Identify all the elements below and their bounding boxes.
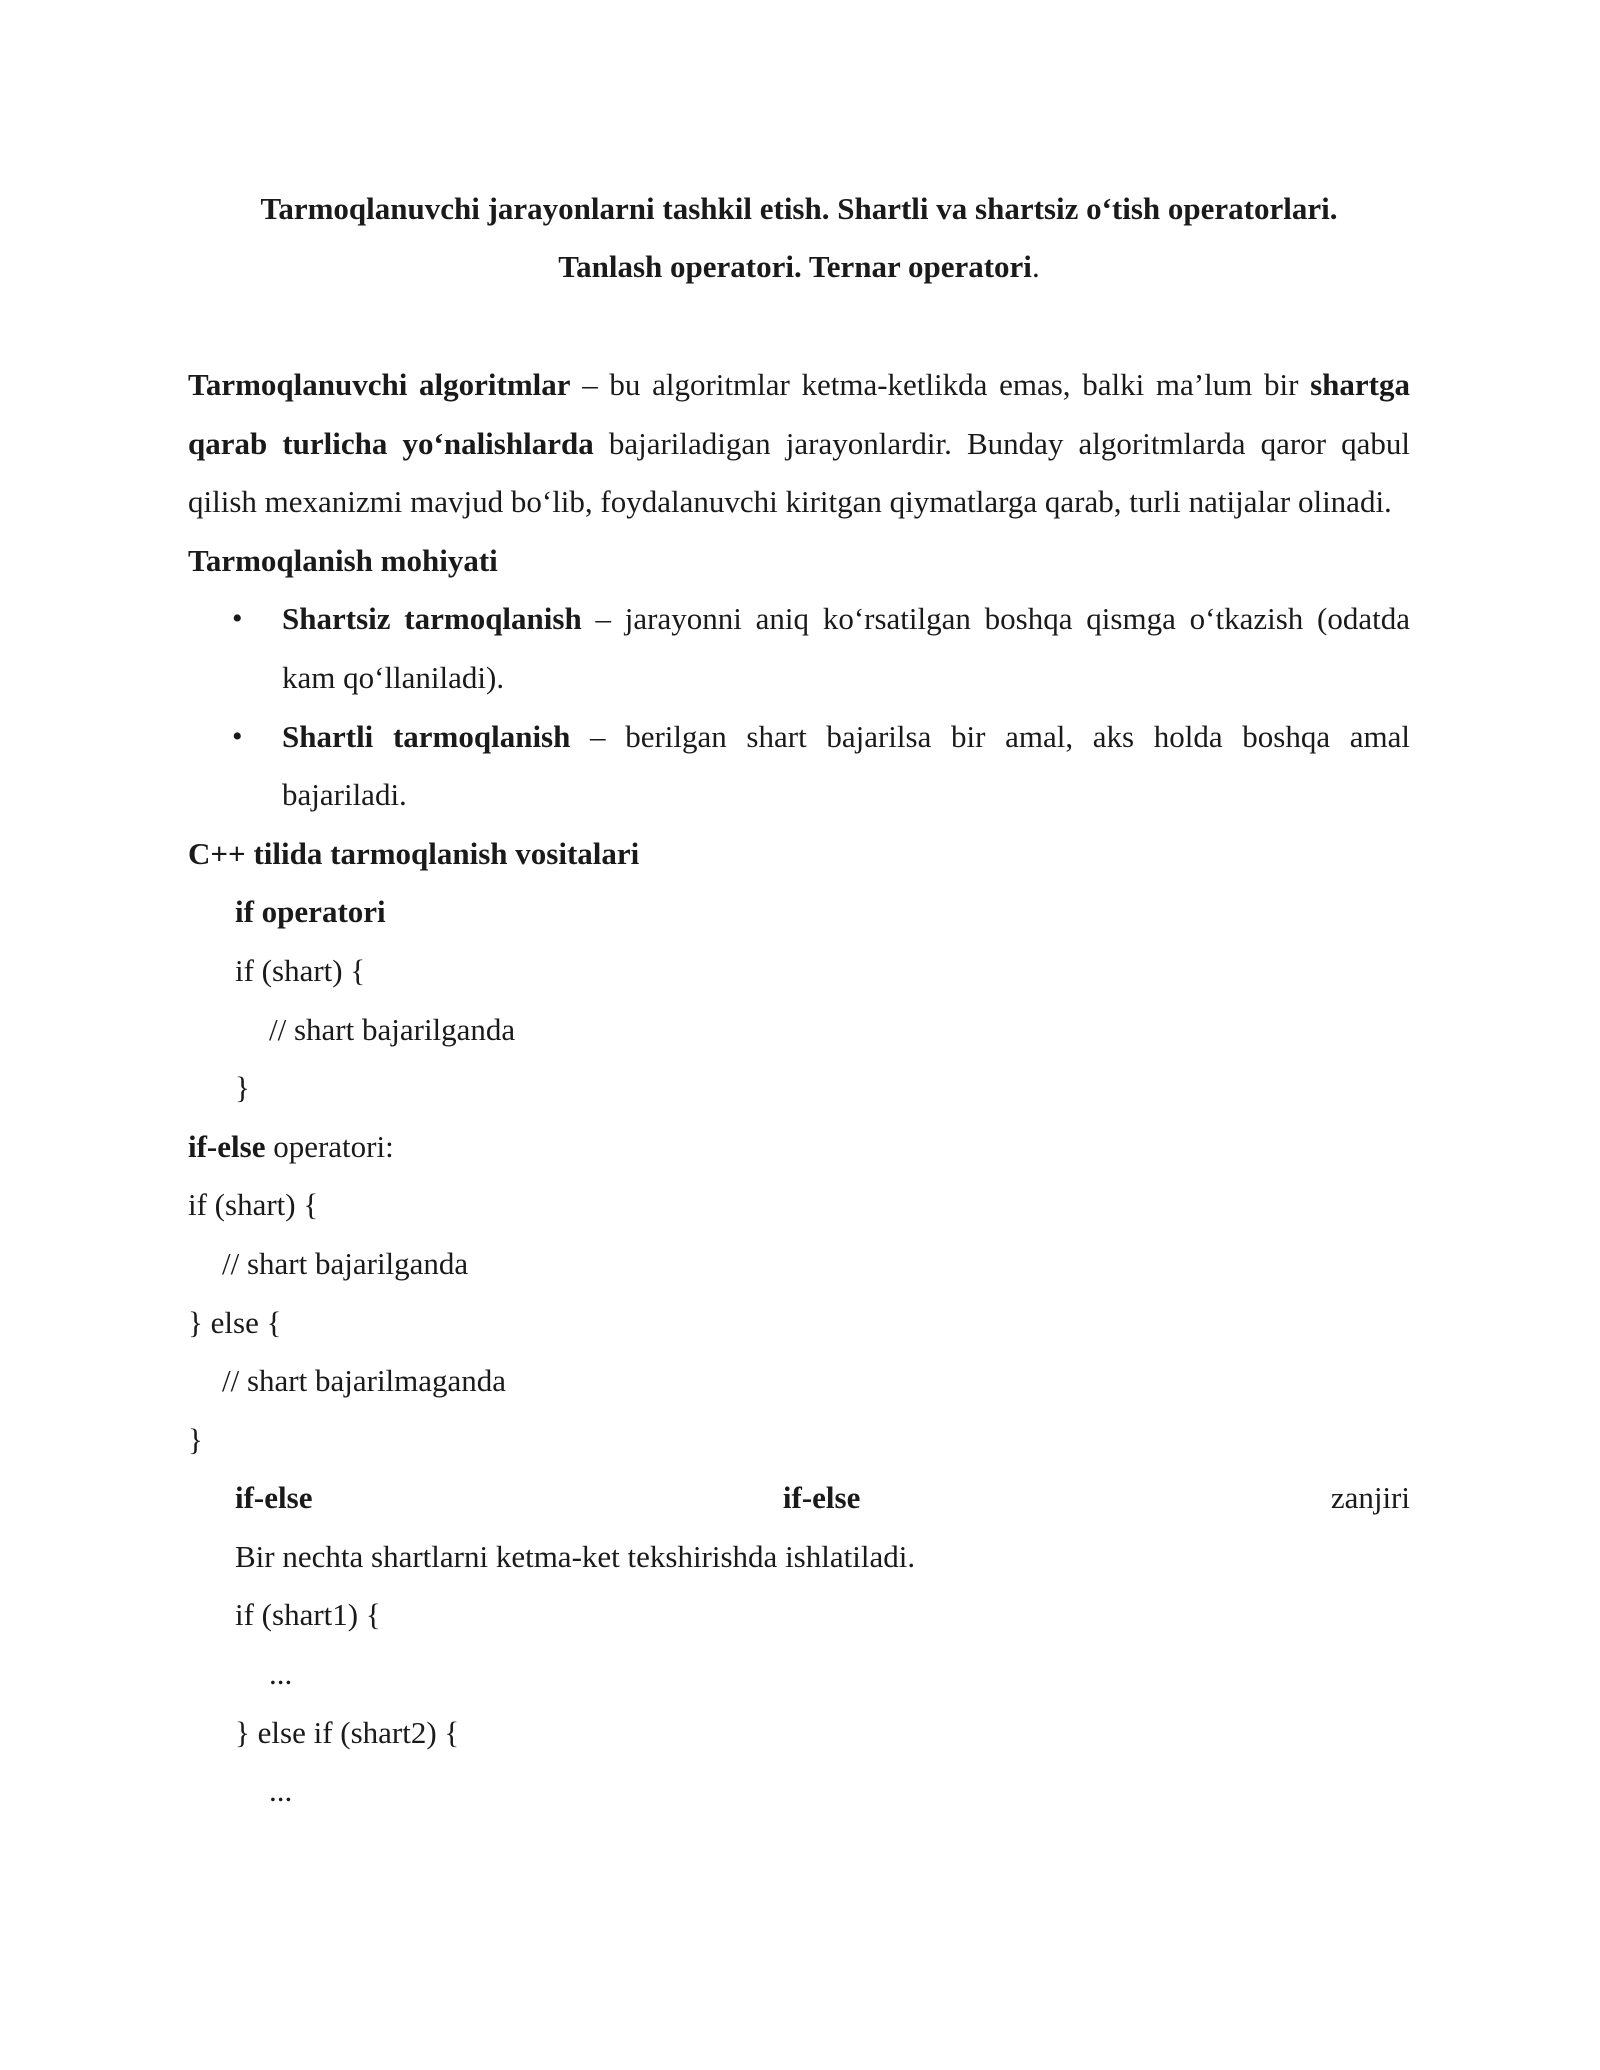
- code-line: } else if (shart2) {: [235, 1714, 460, 1750]
- tools-heading: C++ tilida tarmoqlanish vositalari: [188, 835, 640, 871]
- essence-heading: Tarmoqlanish mohiyati: [188, 542, 498, 578]
- document-page: [188, 180, 1410, 1821]
- chain-word-1: if-else: [235, 1480, 313, 1516]
- document-title: [188, 180, 1410, 296]
- list-item-text: – berilgan shart bajarilsa bir amal, aks holda boshqa amal bajariladi.: [282, 718, 1410, 813]
- code-line: }: [235, 1070, 250, 1106]
- title-line-2: [188, 238, 1410, 296]
- list-item-term: Shartsiz tarmoqlanish: [282, 601, 582, 637]
- code-line: if (shart1) {: [235, 1597, 381, 1633]
- intro-text-1: – bu algoritmlar ketma-ketlikda emas, balki ma’lum bir: [570, 367, 1311, 402]
- code-line: if (shart) {: [235, 952, 366, 988]
- chain-heading: [188, 1469, 1410, 1528]
- chain-description: Bir nechta shartlarni ketma-ket tekshirishda ishlatiladi.: [235, 1538, 916, 1574]
- spacer: [188, 296, 1410, 356]
- code-line: ...: [269, 1656, 293, 1692]
- intro-term-2: shartga qarab turlicha yo‘nalishlarda: [188, 367, 1410, 461]
- chain-word-3: zanjiri: [1330, 1480, 1410, 1516]
- ifelse-heading: [188, 1118, 1410, 1177]
- bullet-icon: •: [232, 602, 243, 636]
- ifelse-rest: operatori:: [265, 1128, 394, 1164]
- list-item-text: – jarayonni aniq ko‘rsatilgan boshqa qismga o‘tkazish (odatda kam qo‘llaniladi).: [282, 601, 1411, 695]
- title-line-2-period: .: [1031, 249, 1040, 284]
- list-item-term: Shartli tarmoqlanish: [282, 718, 571, 754]
- title-line-2-text: Tanlash operatori. Ternar operatori: [558, 249, 1032, 284]
- list-item: [188, 708, 1410, 825]
- chain-word-2: if-else: [782, 1480, 861, 1516]
- title-line-1: Tarmoqlanuvchi jarayonlarni tashkil etish. Shartli va shartsiz o‘tish operatorlari.: [260, 191, 1338, 226]
- bullet-icon: •: [232, 719, 243, 753]
- code-line: ...: [269, 1773, 293, 1809]
- ifelse-term: if-else: [188, 1128, 266, 1164]
- essence-list: [188, 590, 1410, 824]
- code-line: // shart bajarilganda: [269, 1011, 516, 1047]
- list-item: [188, 590, 1410, 707]
- intro-text-2: bajariladigan jarayonlardir. Bunday algoritmlarda qaror qabul qilish mexanizmi mavjud bo‘lib, foydalanuvchi kiritgan qiymatlarga qarab, turli natijalar olinadi.: [188, 425, 1411, 520]
- code-line: }: [188, 1421, 203, 1457]
- code-line: if (shart) {: [188, 1187, 319, 1223]
- code-line: // shart bajarilmaganda: [222, 1363, 507, 1399]
- code-line: // shart bajarilganda: [222, 1245, 469, 1281]
- intro-term: Tarmoqlanuvchi algoritmlar: [188, 367, 571, 402]
- intro-paragraph: [188, 356, 1410, 532]
- if-operator-heading: if operatori: [235, 894, 386, 930]
- code-line: } else {: [188, 1304, 282, 1340]
